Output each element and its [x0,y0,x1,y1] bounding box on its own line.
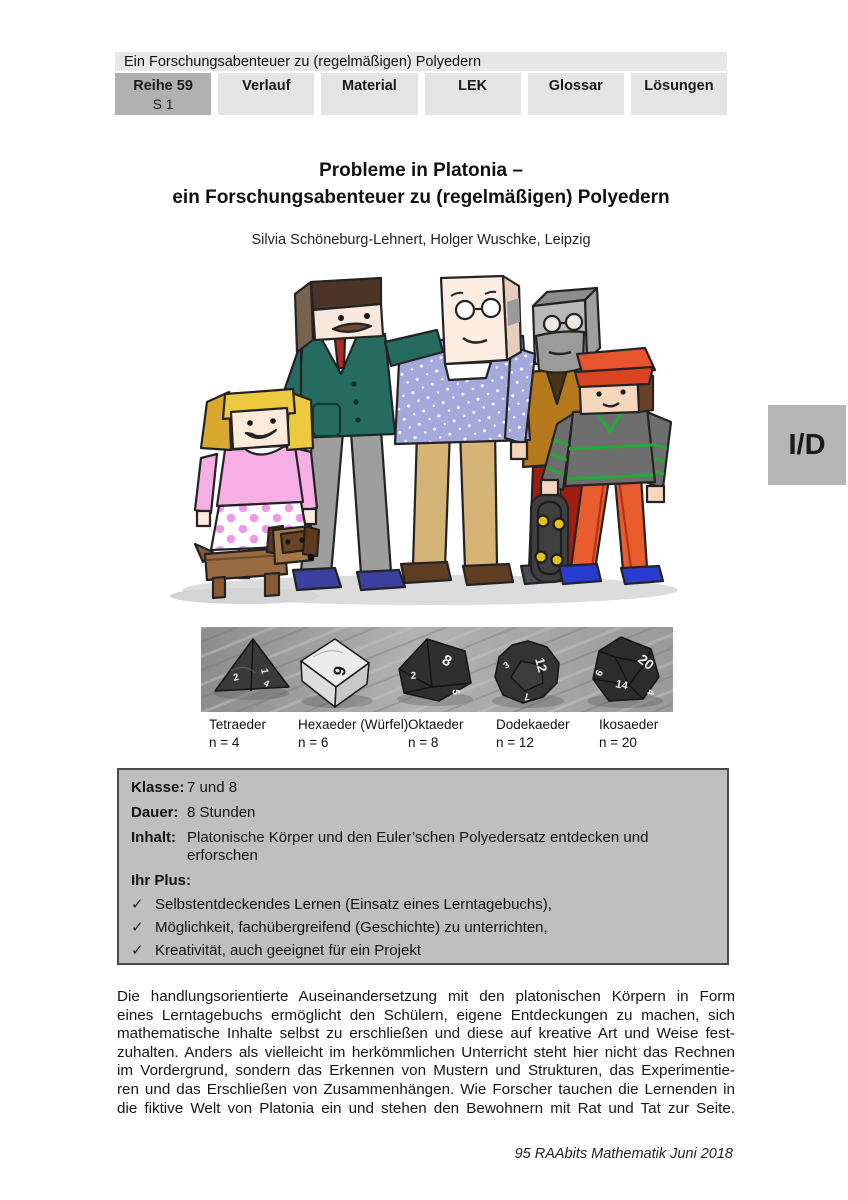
family-illustration [145,272,695,620]
dice-caption: Tetraeder n = 4 [209,717,267,750]
svg-text:2: 2 [232,671,241,684]
tab-loesungen: Lösungen [631,73,727,115]
info-row-dauer: Dauer: 8 Stunden [131,804,256,821]
svg-text:8: 8 [439,651,455,671]
svg-text:6: 6 [593,668,607,679]
tab-reihe-sublabel: S 1 [152,96,174,112]
tab-verlauf: Verlauf [218,73,314,115]
info-row-inhalt: Inhalt: Platonische Körper und den Euler’schen Polyedersatz entdecken und erforschen [131,829,649,864]
svg-text:7: 7 [523,690,531,702]
plus-item: ✓ Kreativität, auch geeignet für ein Projekt [131,942,421,959]
dice-photo [201,627,673,712]
svg-text:12: 12 [532,655,551,674]
header-strip-title: Ein Forschungsabenteuer zu (regelmäßigen) Polyedern [124,53,482,70]
tab-reihe-label: Reihe 59 [133,78,193,94]
tab-bar [115,73,727,115]
lesson-info-box [117,768,729,965]
svg-text:20: 20 [635,650,658,673]
svg-text:2: 2 [410,670,417,682]
page-header-strip [115,52,727,71]
svg-text:4: 4 [644,688,656,696]
dice-caption: Oktaeder n = 8 [408,717,464,750]
dice-caption: Ikosaeder n = 20 [599,717,659,750]
dice-caption: Dodekaeder n = 12 [496,717,570,750]
title-block [115,157,727,248]
plus-item: ✓ Möglichkeit, fachübergreifend (Geschichte) zu unterrichten, [131,919,548,936]
svg-text:3: 3 [501,659,512,671]
svg-text:1: 1 [258,667,270,675]
check-icon: ✓ [131,942,144,959]
svg-text:14: 14 [614,678,629,693]
section-label: I/D [788,428,826,461]
page-title: Probleme in Platonia – ein Forschungsabenteuer zu (regelmäßigen) Polyedern [172,160,670,208]
grandpa-figure [395,276,535,585]
check-icon: ✓ [131,919,144,936]
tab-reihe [115,73,211,115]
tab-lek: LEK [425,73,521,115]
intro-paragraph: Die handlungsorientierte Auseinandersetzung mit den platonischen Körpern in Form eines Lerntagebuchs ermöglicht den Schülern, eigene Entdeckungen zu machen, sich mathematische Inhalte selbst zu erschließen und diese auf kreative Art und Weise fest- zuhalten. Anders als vielleicht im herkömmlichen Unterricht steht hier nicht das Rechnen im Vordergrund, sondern das Erkennen von Mustern und Strukturen, das Experimentie- ren und das Erschließen von Zusammenhängen. Wie Forscher tauchen die Lernenden in die fiktive Welt von Platonia ein und stehen den Bewohnern mit Rat und Tat zur Seite. [117,988,735,1117]
plus-item: ✓ Selbstentdeckendes Lernen (Einsatz eines Lerntagebuchs), [131,896,552,913]
section-label-box [768,405,846,485]
tab-glossar: Glossar [528,73,624,115]
check-icon: ✓ [131,896,144,913]
page-footer: 95 RAAbits Mathematik Juni 2018 [514,1146,733,1162]
authors-line: Silvia Schöneburg-Lehnert, Holger Wuschke, Leipzig [251,232,591,248]
dice-captions [201,716,673,758]
info-row-klasse: Klasse: 7 und 8 [131,779,238,796]
svg-text:4: 4 [262,677,271,689]
dice-caption: Hexaeder (Würfel) n = 6 [298,717,409,750]
ihr-plus-label: Ihr Plus: [131,872,192,889]
svg-text:5: 5 [449,688,461,696]
tab-material: Material [321,73,417,115]
svg-text:6: 6 [328,664,350,678]
